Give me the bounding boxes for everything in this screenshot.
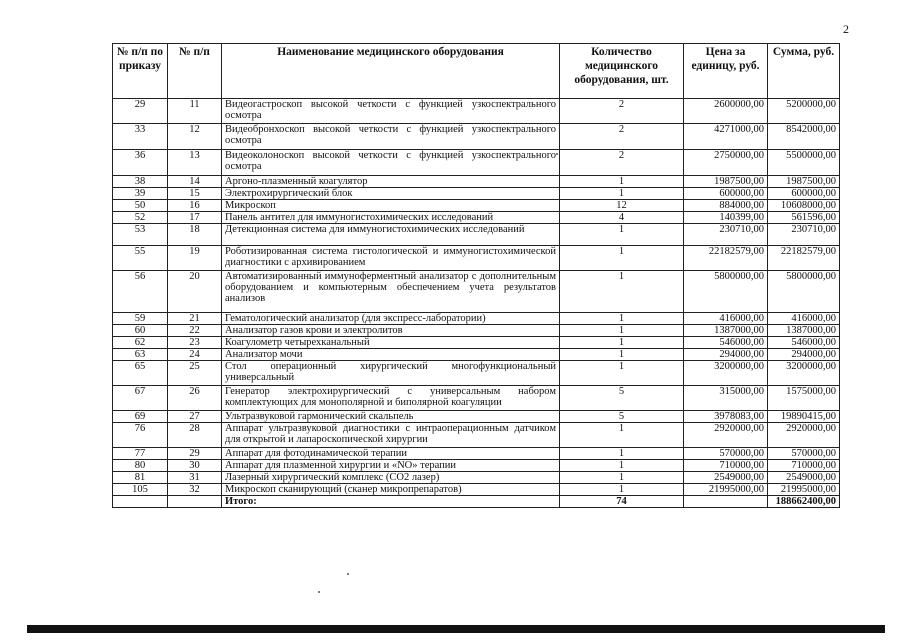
cell-no: 25 — [168, 361, 222, 386]
cell-sum: 19890415,00 — [768, 411, 840, 423]
cell-order-no: 52 — [113, 212, 168, 224]
table-row — [113, 176, 840, 188]
table-row — [113, 472, 840, 484]
cell-price: 21995000,00 — [684, 484, 768, 496]
cell-qty: 5 — [560, 411, 684, 423]
cell-price: 3978083,00 — [684, 411, 768, 423]
cell-qty: 2 — [560, 150, 684, 176]
cell-name: Панель антител для иммуногистохимических исследований — [222, 212, 560, 224]
cell-name: Видеоколоноскоп высокой четкости с функцией узкоспектрального осмотра — [222, 150, 560, 176]
cell-sum: 8542000,00 — [768, 124, 840, 150]
cell-qty: 1 — [560, 313, 684, 325]
cell-order-no: 67 — [113, 386, 168, 411]
cell-no: 22 — [168, 325, 222, 337]
cell-sum: 294000,00 — [768, 349, 840, 361]
cell-order-no: 50 — [113, 200, 168, 212]
cell-name: Автоматизированный иммуноферментный анализатор с дополнительным оборудованием и компьютерным обеспечением учета результатов анализов — [222, 271, 560, 313]
cell-order-no: 29 — [113, 99, 168, 124]
cell-name: Анализатор мочи — [222, 349, 560, 361]
total-price — [684, 496, 768, 508]
cell-order-no: 105 — [113, 484, 168, 496]
cell-name: Анализатор газов крови и электролитов — [222, 325, 560, 337]
table-row — [113, 99, 840, 124]
cell-no: 31 — [168, 472, 222, 484]
table-row — [113, 448, 840, 460]
cell-no: 24 — [168, 349, 222, 361]
header-name: Наименование медицинского оборудования — [222, 44, 560, 99]
cell-no: 12 — [168, 124, 222, 150]
table-row — [113, 460, 840, 472]
cell-qty: 1 — [560, 246, 684, 271]
cell-price: 600000,00 — [684, 188, 768, 200]
cell-name: Стол операционный хирургический многофункциональный универсальный — [222, 361, 560, 386]
cell-order-no: 36 — [113, 150, 168, 176]
cell-no: 19 — [168, 246, 222, 271]
cell-price: 2600000,00 — [684, 99, 768, 124]
cell-sum: 1387000,00 — [768, 325, 840, 337]
cell-name: Роботизированная система гистологической и иммуногистохимической диагностики с архивированием — [222, 246, 560, 271]
cell-no: 32 — [168, 484, 222, 496]
cell-order-no: 33 — [113, 124, 168, 150]
cell-order-no: 76 — [113, 423, 168, 448]
cell-price: 140399,00 — [684, 212, 768, 224]
cell-qty: 1 — [560, 448, 684, 460]
cell-price: 710000,00 — [684, 460, 768, 472]
cell-name: Видеогастроскоп высокой четкости с функцией узкоспектрального осмотра — [222, 99, 560, 124]
cell-qty: 2 — [560, 99, 684, 124]
cell-order-no: 39 — [113, 188, 168, 200]
cell-price: 2920000,00 — [684, 423, 768, 448]
table-row — [113, 150, 840, 176]
cell-qty: 1 — [560, 325, 684, 337]
cell-no: 28 — [168, 423, 222, 448]
cell-name: Детекционная система для иммуногистохимических исследований — [222, 224, 560, 246]
cell-qty: 1 — [560, 271, 684, 313]
total-row — [113, 496, 840, 508]
cell-qty: 12 — [560, 200, 684, 212]
cell-name: Видеобронхоскоп высокой четкости с функцией узкоспектрального осмотра — [222, 124, 560, 150]
cell-name: Микроскоп сканирующий (сканер микропрепаратов) — [222, 484, 560, 496]
cell-price: 416000,00 — [684, 313, 768, 325]
cell-qty: 1 — [560, 224, 684, 246]
cell-qty: 1 — [560, 361, 684, 386]
cell-sum: 21995000,00 — [768, 484, 840, 496]
cell-no: 18 — [168, 224, 222, 246]
cell-price: 22182579,00 — [684, 246, 768, 271]
table-row — [113, 212, 840, 224]
cell-sum: 1575000,00 — [768, 386, 840, 411]
scan-edge-bar — [27, 625, 885, 633]
cell-sum: 5200000,00 — [768, 99, 840, 124]
cell-order-no: 65 — [113, 361, 168, 386]
cell-price: 1987500,00 — [684, 176, 768, 188]
cell-name: Микроскоп — [222, 200, 560, 212]
cell-no: 16 — [168, 200, 222, 212]
cell-no: 13 — [168, 150, 222, 176]
table-row — [113, 124, 840, 150]
cell-order-no: 56 — [113, 271, 168, 313]
scan-speck — [556, 153, 558, 155]
cell-qty: 1 — [560, 460, 684, 472]
cell-no: 20 — [168, 271, 222, 313]
total-no — [168, 496, 222, 508]
cell-name: Аргоно-плазменный коагулятор — [222, 176, 560, 188]
cell-name: Аппарат ультразвуковой диагностики с интраоперационным датчиком для открытой и лапароскопической хирургии — [222, 423, 560, 448]
cell-sum: 2920000,00 — [768, 423, 840, 448]
table-row — [113, 188, 840, 200]
cell-qty: 1 — [560, 337, 684, 349]
total-qty: 74 — [560, 496, 684, 508]
header-qty: Количество медицинского оборудования, шт. — [560, 44, 684, 99]
total-order-no — [113, 496, 168, 508]
cell-sum: 561596,00 — [768, 212, 840, 224]
cell-order-no: 81 — [113, 472, 168, 484]
table-row — [113, 484, 840, 496]
table-row — [113, 246, 840, 271]
cell-no: 11 — [168, 99, 222, 124]
table-row — [113, 361, 840, 386]
cell-price: 1387000,00 — [684, 325, 768, 337]
cell-sum: 5800000,00 — [768, 271, 840, 313]
table-row — [113, 224, 840, 246]
header-price: Цена за единицу, руб. — [684, 44, 768, 99]
scan-speck — [318, 591, 320, 593]
header-sum: Сумма, руб. — [768, 44, 840, 99]
cell-order-no: 60 — [113, 325, 168, 337]
table-row — [113, 200, 840, 212]
cell-order-no: 63 — [113, 349, 168, 361]
cell-name: Электрохирургический блок — [222, 188, 560, 200]
table-row — [113, 423, 840, 448]
cell-name: Аппарат для плазменной хирургии и «NO» терапии — [222, 460, 560, 472]
cell-sum: 570000,00 — [768, 448, 840, 460]
table-row — [113, 337, 840, 349]
table-row — [113, 386, 840, 411]
cell-order-no: 77 — [113, 448, 168, 460]
total-sum: 188662400,00 — [768, 496, 840, 508]
cell-sum: 10608000,00 — [768, 200, 840, 212]
cell-name: Лазерный хирургический комплекс (CO2 лазер) — [222, 472, 560, 484]
cell-qty: 1 — [560, 176, 684, 188]
page-number: 2 — [843, 22, 849, 36]
cell-qty: 2 — [560, 124, 684, 150]
cell-qty: 1 — [560, 472, 684, 484]
equipment-table — [112, 43, 840, 508]
cell-price: 4271000,00 — [684, 124, 768, 150]
cell-name: Коагулометр четырехканальный — [222, 337, 560, 349]
cell-sum: 3200000,00 — [768, 361, 840, 386]
table-row — [113, 325, 840, 337]
cell-sum: 1987500,00 — [768, 176, 840, 188]
cell-no: 21 — [168, 313, 222, 325]
cell-order-no: 69 — [113, 411, 168, 423]
cell-no: 15 — [168, 188, 222, 200]
table-row — [113, 313, 840, 325]
cell-price: 570000,00 — [684, 448, 768, 460]
cell-price: 884000,00 — [684, 200, 768, 212]
scan-speck — [347, 573, 349, 575]
cell-no: 27 — [168, 411, 222, 423]
cell-no: 23 — [168, 337, 222, 349]
cell-sum: 546000,00 — [768, 337, 840, 349]
cell-sum: 5500000,00 — [768, 150, 840, 176]
cell-price: 2549000,00 — [684, 472, 768, 484]
total-label: Итого: — [222, 496, 560, 508]
table-row — [113, 411, 840, 423]
cell-sum: 416000,00 — [768, 313, 840, 325]
cell-qty: 5 — [560, 386, 684, 411]
cell-qty: 1 — [560, 484, 684, 496]
cell-no: 14 — [168, 176, 222, 188]
cell-name: Гематологический анализатор (для экспресс-лаборатории) — [222, 313, 560, 325]
table-header-row — [113, 44, 840, 99]
cell-qty: 1 — [560, 349, 684, 361]
cell-order-no: 53 — [113, 224, 168, 246]
cell-price: 294000,00 — [684, 349, 768, 361]
cell-sum: 710000,00 — [768, 460, 840, 472]
cell-name: Аппарат для фотодинамической терапии — [222, 448, 560, 460]
cell-no: 30 — [168, 460, 222, 472]
cell-price: 230710,00 — [684, 224, 768, 246]
header-order-no: № п/п по приказу — [113, 44, 168, 99]
cell-order-no: 38 — [113, 176, 168, 188]
cell-no: 17 — [168, 212, 222, 224]
cell-price: 3200000,00 — [684, 361, 768, 386]
cell-price: 2750000,00 — [684, 150, 768, 176]
table-row — [113, 271, 840, 313]
cell-sum: 230710,00 — [768, 224, 840, 246]
table-row — [113, 349, 840, 361]
cell-order-no: 59 — [113, 313, 168, 325]
cell-no: 29 — [168, 448, 222, 460]
cell-order-no: 55 — [113, 246, 168, 271]
cell-qty: 1 — [560, 423, 684, 448]
cell-qty: 1 — [560, 188, 684, 200]
cell-qty: 4 — [560, 212, 684, 224]
cell-order-no: 62 — [113, 337, 168, 349]
cell-no: 26 — [168, 386, 222, 411]
cell-order-no: 80 — [113, 460, 168, 472]
cell-price: 315000,00 — [684, 386, 768, 411]
header-no: № п/п — [168, 44, 222, 99]
cell-name: Генератор электрохирургический с универсальным набором комплектующих для монополярной и биполярной коагуляции — [222, 386, 560, 411]
cell-sum: 600000,00 — [768, 188, 840, 200]
cell-sum: 22182579,00 — [768, 246, 840, 271]
cell-price: 546000,00 — [684, 337, 768, 349]
cell-price: 5800000,00 — [684, 271, 768, 313]
cell-name: Ультразвуковой гармонический скальпель — [222, 411, 560, 423]
cell-sum: 2549000,00 — [768, 472, 840, 484]
